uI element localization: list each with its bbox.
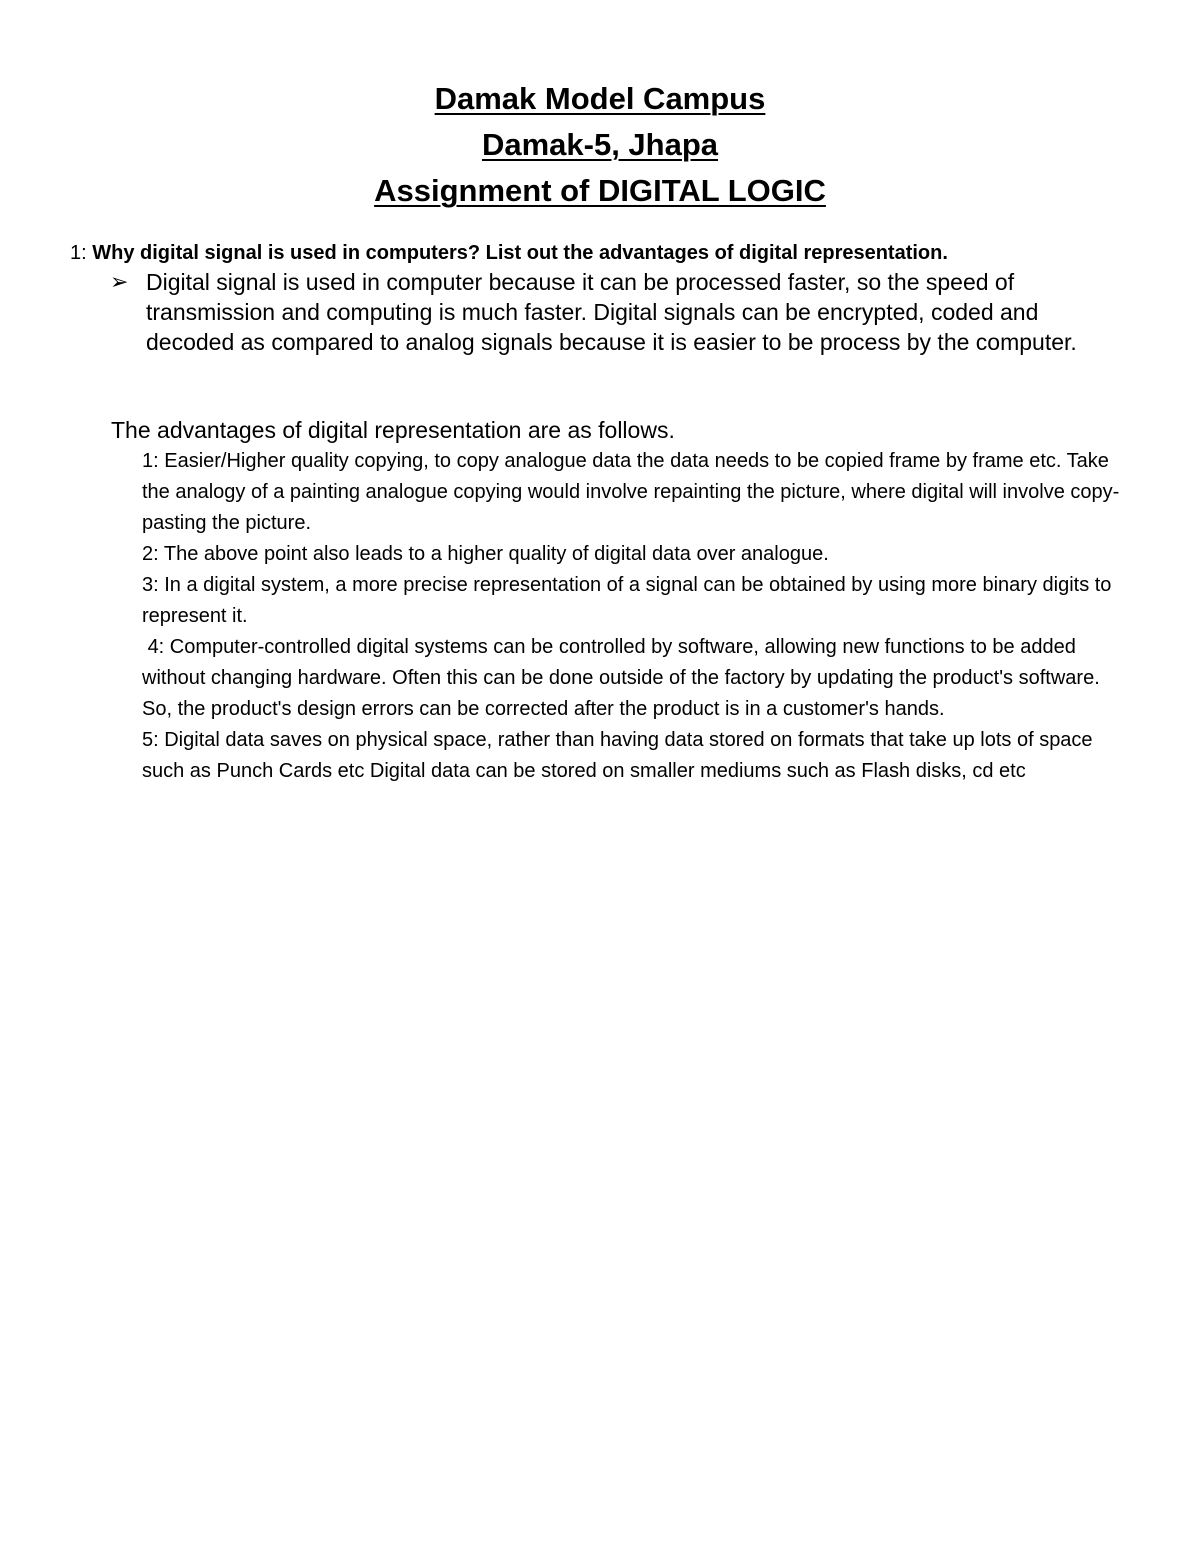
advantage-item: 1: Easier/Higher quality copying, to copy analogue data the data needs to be copied frame by frame etc. Take the analogy of a painting analogue copying would involve repainting the picture, where digital will involve copy-pasting the picture. — [142, 450, 1120, 534]
advantages-intro: The advantages of digital representation are as follows. — [111, 417, 675, 443]
campus-location: Damak-5, Jhapa — [481, 127, 719, 162]
arrow-bullet-icon: ➢ — [110, 269, 129, 294]
question-number: 1: — [70, 242, 87, 264]
advantages-list — [142, 446, 1132, 787]
assignment-title: Assignment of DIGITAL LOGIC — [374, 173, 826, 208]
campus-title: Damak Model Campus — [434, 81, 766, 116]
advantage-item: 3: In a digital system, a more precise representation of a signal can be obtained by using more binary digits to represent it. — [142, 574, 1112, 627]
document-header — [0, 76, 1200, 214]
advantage-item: 2: The above point also leads to a higher quality of digital data over analogue. — [142, 543, 829, 565]
question-text: Why digital signal is used in computers? List out the advantages of digital representation. — [92, 242, 948, 264]
advantage-item: 5: Digital data saves on physical space, rather than having data stored on formats that take up lots of space such as Punch Cards etc Digital data can be stored on smaller mediums such as Flash disks, cd etc — [142, 729, 1093, 782]
answer-text: Digital signal is used in computer because it can be processed faster, so the speed of transmission and computing is much faster. Digital signals can be encrypted, coded and decoded as compared to analog signals because it is easier to be process by the computer. — [146, 269, 1077, 355]
advantage-item: 4: Computer-controlled digital systems can be controlled by software, allowing new functions to be added without changing hardware. Often this can be done outside of the factory by updating the product's software. So, the product's design errors can be corrected after the product is in a customer's hands. — [142, 636, 1106, 720]
question-1 — [70, 238, 1170, 268]
